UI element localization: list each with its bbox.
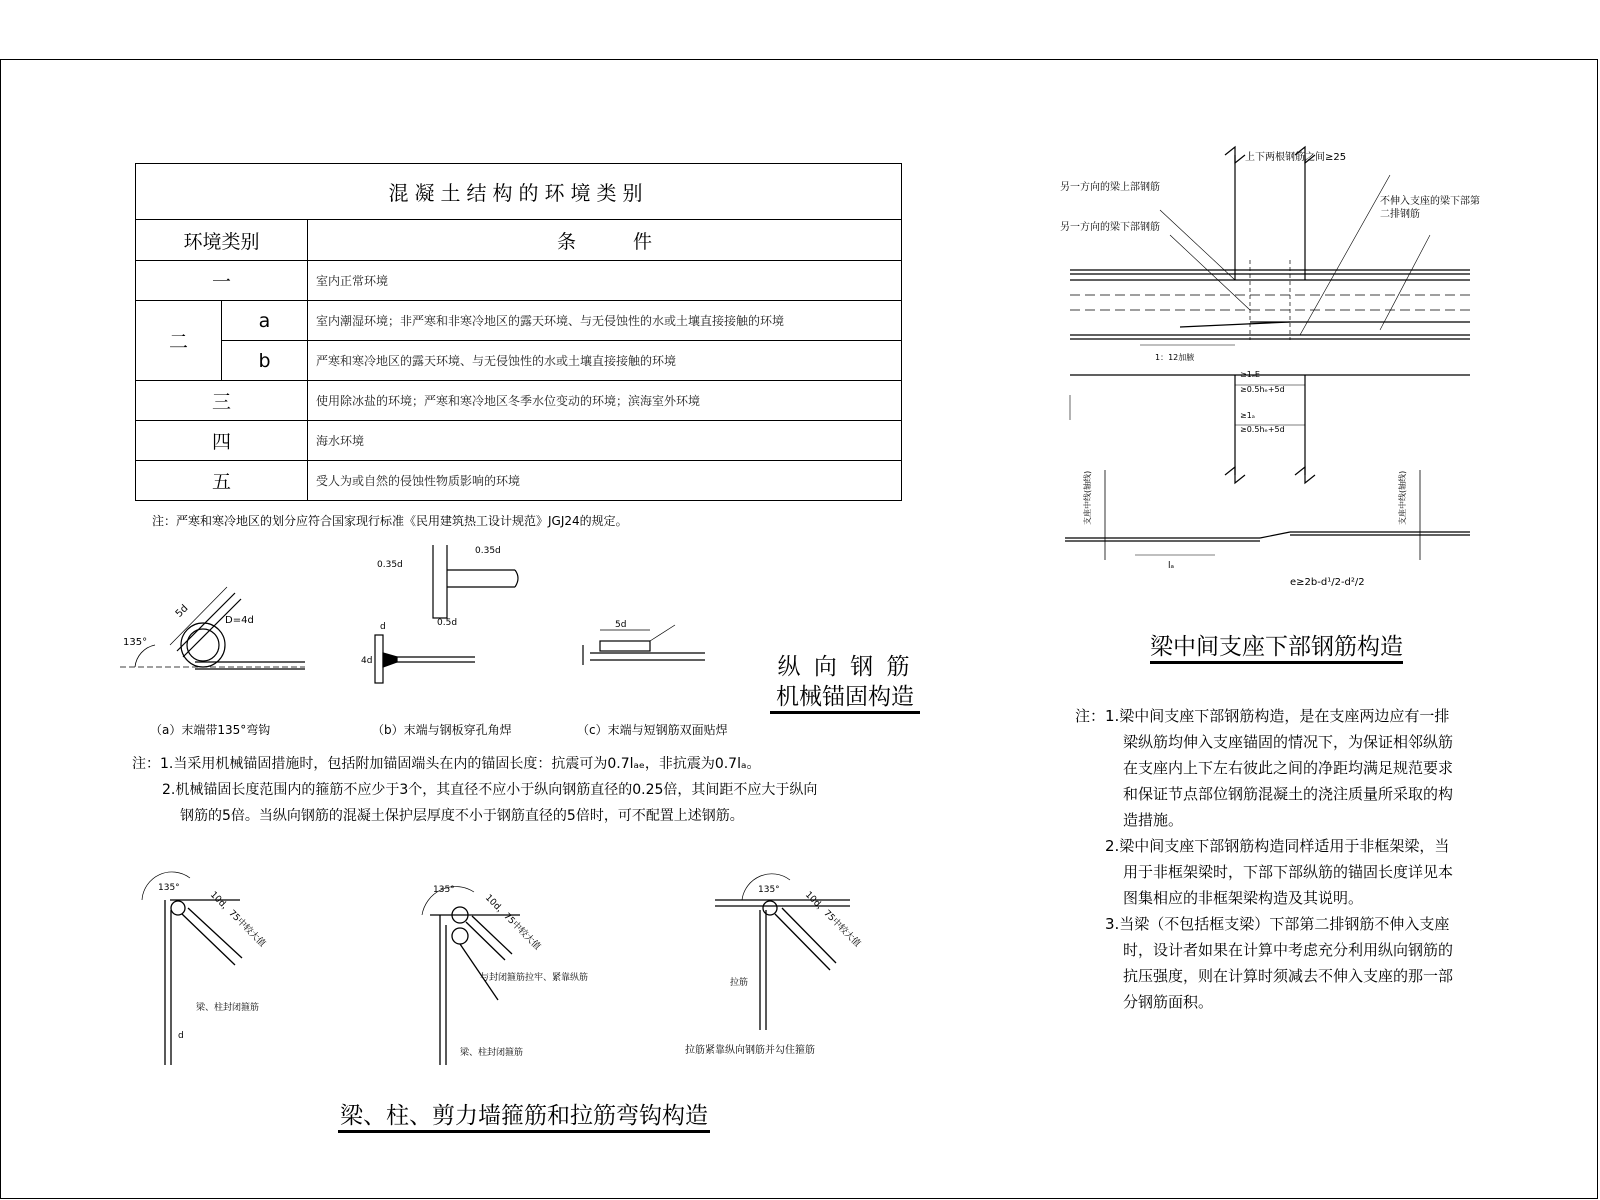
fig-b-thick: d (380, 622, 386, 632)
label-not-into: 不伸入支座的梁下部第二排钢筋 (1380, 196, 1480, 220)
anchorage-title-line1: 纵 向 钢 筋 (777, 654, 913, 680)
anchorage-figures (115, 545, 755, 705)
hook2-angle: 135° (433, 885, 455, 895)
table-row (136, 421, 902, 461)
support-note-line: 抗压强度，则在计算时须减去不伸入支座的那一部 (1123, 967, 1454, 985)
support-detail-drawing (1060, 140, 1480, 600)
header-category: 环境类别 (136, 220, 308, 261)
fig-a-dia: D=4d (225, 615, 254, 626)
header-condition: 条 件 (308, 220, 902, 261)
environment-category-table (135, 163, 902, 501)
anchorage-note-2: 2.机械锚固长度范围内的箍筋不应少于3个，其直径不应小于纵向钢筋直径的0.25倍，其间距不应大于纵向 (162, 782, 818, 798)
fig-c-caption: （c）末端与短钢筋双面贴焊 (577, 723, 728, 737)
label-not-into-fo (1380, 195, 1480, 235)
fig-b-plate: 0.5d (437, 618, 458, 628)
support-note-line: 和保证节点部位钢筋混凝土的浇注质量所采取的构 (1123, 785, 1454, 803)
label-right-axis: 支座中线(轴线) (1398, 470, 1407, 525)
label-other-top: 另一方向的梁上部钢筋 (1060, 182, 1160, 193)
support-note-line: 图集相应的非框架梁构造及其说明。 (1123, 889, 1364, 907)
hook-figure-3 (715, 874, 850, 1030)
label-dim1b: ≥0.5hₑ+5d (1240, 385, 1285, 394)
table-title: 混凝土结构的环境类别 (136, 164, 902, 220)
hook1-d: d (178, 1031, 184, 1041)
table-row (136, 301, 902, 341)
hook3-label2: 拉筋紧靠纵向钢筋并勾住箍筋 (685, 1045, 815, 1056)
support-note-line: 2.梁中间支座下部钢筋构造同样适用于非框架梁，当 (1105, 837, 1450, 855)
table-row (136, 381, 902, 421)
support-note-line: 造措施。 (1123, 811, 1184, 829)
fig-a-caption: （a）末端带135°弯钩 (150, 723, 271, 737)
support-note-line: 时，设计者如果在计算中考虑充分利用纵向钢筋的 (1123, 941, 1454, 959)
support-note-line: 分钢筋面积。 (1123, 993, 1214, 1011)
support-note-line: 在支座内上下左右彼此之间的净距均满足规范要求 (1123, 759, 1454, 777)
support-note-line: 3.当梁（不包括框支梁）下部第二排钢筋不伸入支座 (1105, 915, 1450, 933)
hook2-len: 10d，75中较大值 (482, 893, 543, 953)
label-slope: 1：12加腋 (1155, 353, 1195, 362)
condition-cell: 海水环境 (308, 421, 902, 461)
hook-figures (130, 870, 890, 1070)
fig-b-height: 4d (361, 656, 373, 666)
table-row (136, 461, 902, 501)
figure-a-hook (120, 587, 305, 669)
fig-a-length: 5d (173, 603, 191, 620)
table-row (136, 261, 902, 301)
fig-a-angle: 135° (123, 637, 148, 648)
fig-b-weld2: 0.35d (475, 546, 501, 556)
support-note-line: 用于非框架梁时，下部下部纵筋的锚固长度详见本 (1123, 863, 1454, 881)
figure-c-bar (583, 625, 705, 665)
category-cell: 二 (136, 301, 222, 381)
category-cell: 三 (136, 381, 308, 421)
category-cell: 四 (136, 421, 308, 461)
condition-cell: 室内正常环境 (308, 261, 902, 301)
support-notes (1075, 703, 1453, 1015)
condition-cell: 受人为或自然的侵蚀性物质影响的环境 (308, 461, 902, 501)
label-dim1a: ≥1ₐE (1240, 370, 1260, 379)
condition-cell: 室内潮湿环境；非严寒和非寒冷地区的露天环境、与无侵蚀性的水或土壤直接接触的环境 (308, 301, 902, 341)
hooks-title: 梁、柱、剪力墙箍筋和拉筋弯钩构造 (338, 1097, 710, 1133)
support-note-line: 注：1.梁中间支座下部钢筋构造，是在支座两边应有一排 (1075, 707, 1450, 725)
support-note-line: 梁纵筋均伸入支座锚固的情况下，为保证相邻纵筋 (1123, 733, 1454, 751)
table-row (136, 341, 902, 381)
subcategory-cell: b (222, 341, 308, 381)
anchorage-title-line2: 机械锚固构造 (770, 678, 920, 714)
hook1-angle: 135° (158, 883, 180, 893)
hook3-len: 10d，75中较大值 (802, 890, 863, 950)
label-dim2a: ≥1ₐ (1240, 411, 1255, 420)
label-top-gap: 上下两根钢筋之间≥25 (1245, 152, 1347, 163)
support-title: 梁中间支座下部钢筋构造 (1150, 628, 1403, 664)
label-left-axis: 支座中线(轴线) (1083, 470, 1092, 525)
label-formula: e≥2b-d¹/2-d²/2 (1290, 577, 1365, 588)
condition-cell: 严寒和寒冷地区的露天环境、与无侵蚀性的水或土壤直接接触的环境 (308, 341, 902, 381)
label-other-bottom: 另一方向的梁下部钢筋 (1060, 222, 1160, 233)
label-dim2b: ≥0.5hₑ+5d (1240, 425, 1285, 434)
label-lap: lₐ (1168, 561, 1175, 571)
condition-cell: 使用除冰盐的环境；严寒和寒冷地区冬季水位变动的环境；滨海室外环境 (308, 381, 902, 421)
hook2-label1: 与封闭箍筋拉牢、紧靠纵筋 (480, 973, 589, 983)
hook2-label2: 梁、柱封闭箍筋 (460, 1048, 524, 1058)
category-cell: 五 (136, 461, 308, 501)
hook1-label: 梁、柱封闭箍筋 (196, 1003, 260, 1013)
fig-b-weld1: 0.35d (377, 560, 403, 570)
anchorage-note-1: 注：1.当采用机械锚固措施时，包括附加锚固端头在内的锚固长度：抗震可为0.7lₐₑ，非抗震为0.7lₐ。 (132, 756, 761, 772)
hook1-len: 10d，75中较大值 (207, 890, 268, 950)
fig-c-len: 5d (615, 620, 627, 630)
fig-b-caption: （b）末端与钢板穿孔角焊 (372, 723, 512, 737)
table-note: 注：严寒和寒冷地区的划分应符合国家现行标准《民用建筑热工设计规范》JGJ24的规定。 (152, 514, 628, 528)
category-cell: 一 (136, 261, 308, 301)
anchorage-note-3: 钢筋的5倍。当纵向钢筋的混凝土保护层厚度不小于钢筋直径的5倍时，可不配置上述钢筋。 (180, 808, 744, 824)
subcategory-cell: a (222, 301, 308, 341)
hook3-label1: 拉筋 (730, 978, 749, 988)
hook3-angle: 135° (758, 885, 780, 895)
